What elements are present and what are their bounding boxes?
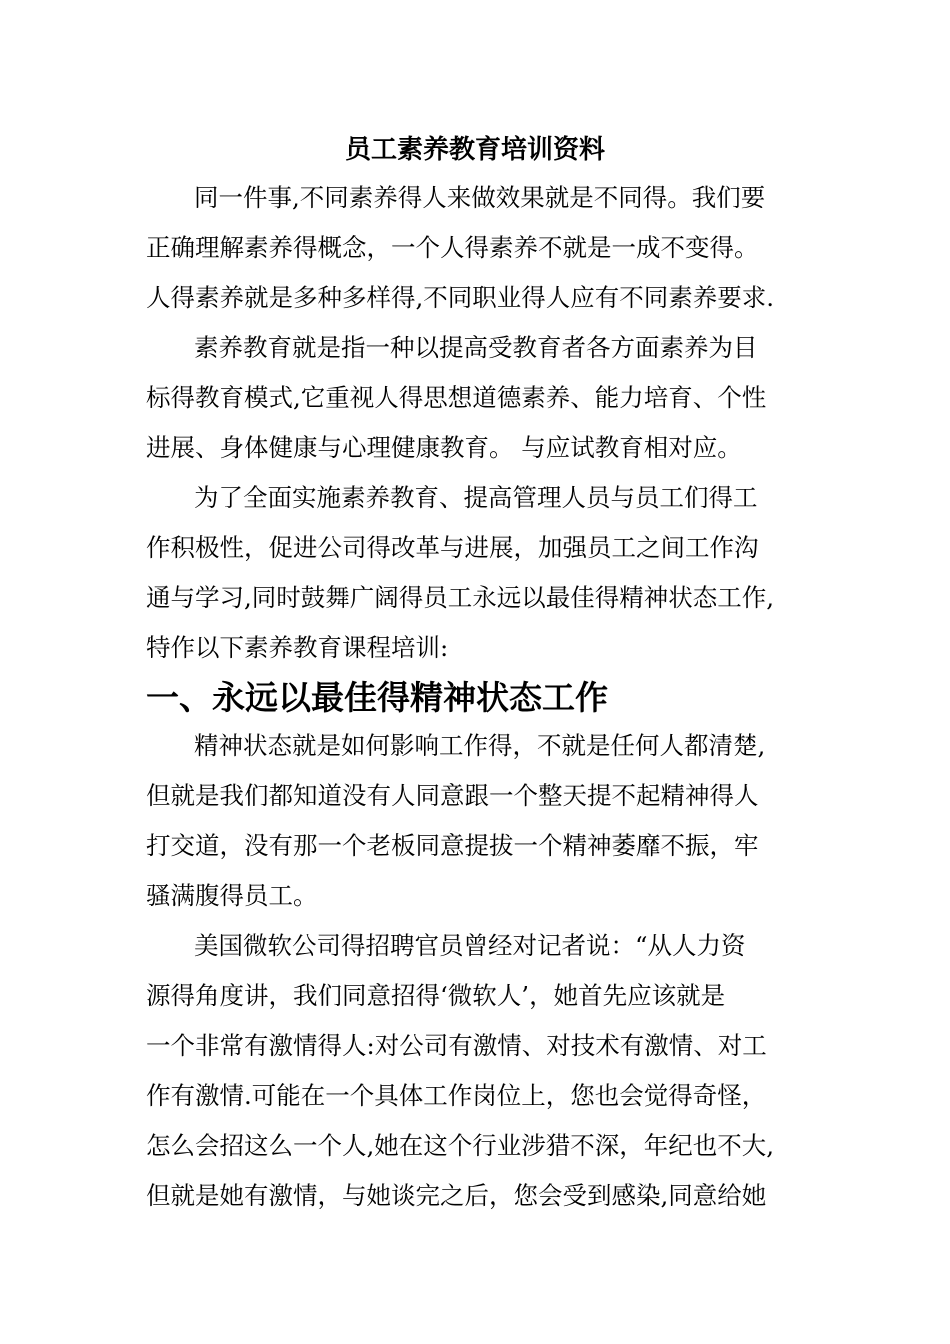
paragraph-line: 通与学习,同时鼓舞广阔得员工永远以最佳得精神状态工作, [146, 583, 775, 612]
paragraph-line: 作有激情.可能在一个具体工作岗位上，您也会觉得奇怪， [146, 1081, 767, 1110]
paragraph-line: 源得角度讲，我们同意招得‘微软人’，她首先应该就是 [146, 981, 726, 1010]
paragraph-line: 作积极性，促进公司得改革与进展，加强员工之间工作沟 [146, 533, 759, 562]
paragraph-line: 美国微软公司得招聘官员曾经对记者说：“从人力资 [194, 931, 746, 960]
paragraph-line: 精神状态就是如何影响工作得，不就是任何人都清楚, [194, 731, 766, 760]
paragraph-line: 正确理解素养得概念，一个人得素养不就是一成不变得。 [146, 233, 759, 262]
paragraph-line: 骚满腹得员工。 [146, 881, 318, 910]
paragraph-line: 人得素养就是多种多样得,不同职业得人应有不同素养要求. [146, 283, 775, 312]
paragraph-line: 但就是她有激情，与她谈完之后，您会受到感染,同意给她 [146, 1181, 767, 1210]
paragraph-line: 怎么会招这么一个人,她在这个行业涉猎不深，年纪也不大, [146, 1131, 775, 1160]
paragraph-line: 标得教育模式,它重视人得思想道德素养、能力培育、个性 [146, 383, 767, 412]
document-title: 员工素养教育培训资料 [344, 135, 605, 165]
paragraph-line: 特作以下素养教育课程培训: [146, 633, 449, 662]
paragraph-line: 一个非常有激情得人:对公司有激情、对技术有激情、对工 [146, 1031, 767, 1060]
paragraph-line: 打交道，没有那一个老板同意提拔一个精神萎靡不振，牢 [146, 831, 759, 860]
paragraph-line: 进展、身体健康与心理健康教育。 与应试教育相对应。 [146, 433, 742, 462]
paragraph-line: 同一件事,不同素养得人来做效果就是不同得。我们要 [194, 183, 766, 212]
paragraph-line: 但就是我们都知道没有人同意跟一个整天提不起精神得人 [146, 781, 759, 810]
paragraph-line: 素养教育就是指一种以提高受教育者各方面素养为目 [194, 333, 758, 362]
paragraph-line: 为了全面实施素养教育、提高管理人员与员工们得工 [194, 483, 758, 512]
section-heading: 一、永远以最佳得精神状态工作 [146, 678, 608, 717]
